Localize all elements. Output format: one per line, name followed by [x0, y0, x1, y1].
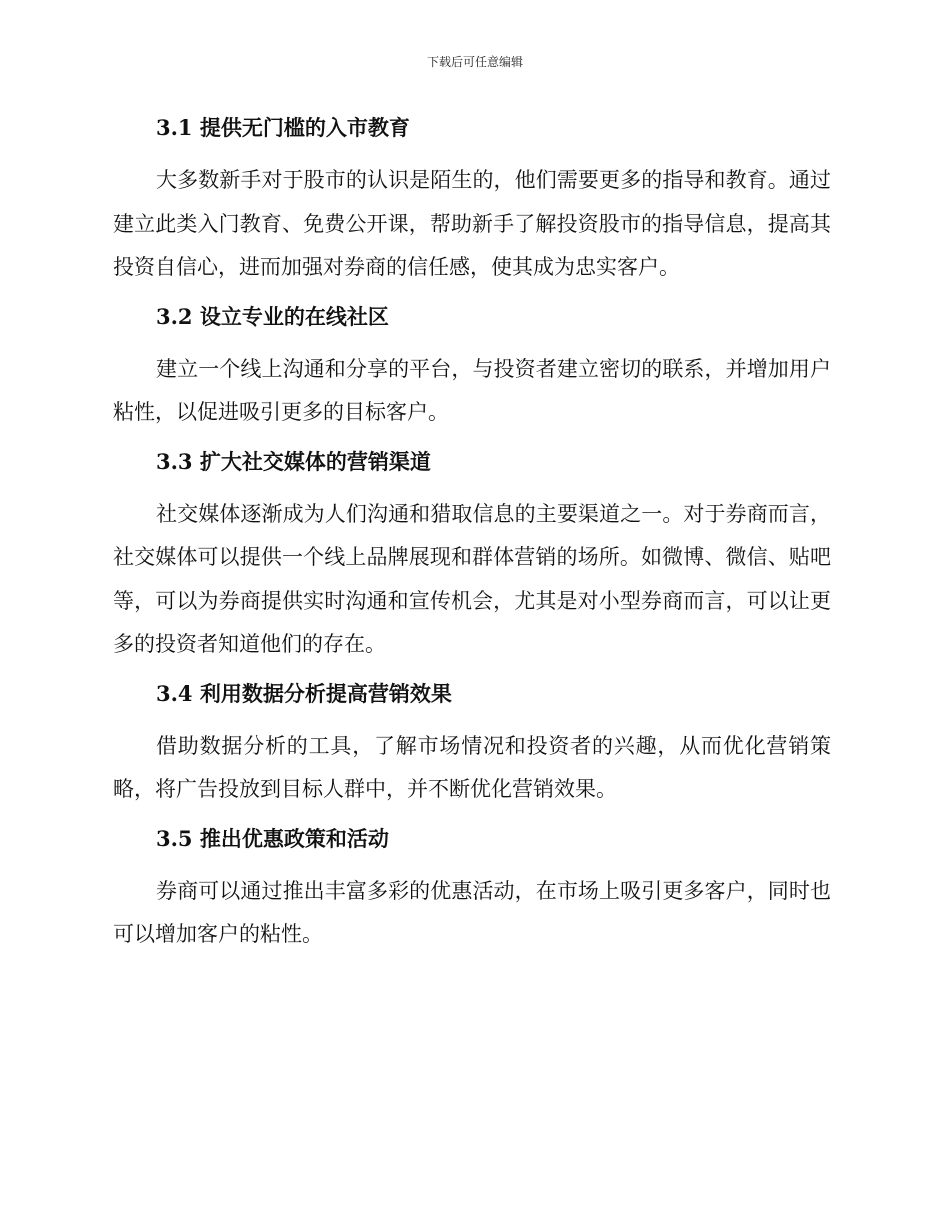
section-body-3-3: 社交媒体逐渐成为人们沟通和猎取信息的主要渠道之一。对于券商而言，社交媒体可以提供一个线上品牌展现和群体营销的场所。如微博、微信、贴吧等，可以为券商提供实时沟通和宣传机会，尤其是对小型券商而言，可以让更多的投资者知道他们的存在。 [113, 501, 831, 656]
section-body-3-5: 券商可以通过推出丰富多彩的优惠活动，在市场上吸引更多客户，同时也可以增加客户的粘性。 [113, 878, 831, 946]
section-heading-3-2: 3.2 设立专业的在线社区 [156, 303, 389, 329]
section-heading-3-1: 3.1 提供无门槛的入市教育 [156, 115, 410, 140]
section-heading-3-4: 3.4 利用数据分析提高营销效果 [156, 680, 452, 706]
section-heading-3-5: 3.5 推出优惠政策和活动 [156, 825, 389, 851]
header-note: 下载后可任意编辑 [426, 55, 523, 69]
section-body-3-4: 借助数据分析的工具，了解市场情况和投资者的兴趣，从而优化营销策略，将广告投放到目标人群中，并不断优化营销效果。 [113, 733, 831, 801]
document-body [113, 113, 831, 957]
section-body-3-2: 建立一个线上沟通和分享的平台，与投资者建立密切的联系，并增加用户粘性，以促进吸引更多的目标客户。 [113, 356, 831, 424]
section-body-3-1: 大多数新手对于股市的认识是陌生的，他们需要更多的指导和教育。通过建立此类入门教育、免费公开课，帮助新手了解投资股市的指导信息，提高其投资自信心，进而加强对券商的信任感，使其成为忠实客户。 [113, 168, 831, 279]
section-heading-3-3: 3.3 扩大社交媒体的营销渠道 [156, 448, 431, 474]
